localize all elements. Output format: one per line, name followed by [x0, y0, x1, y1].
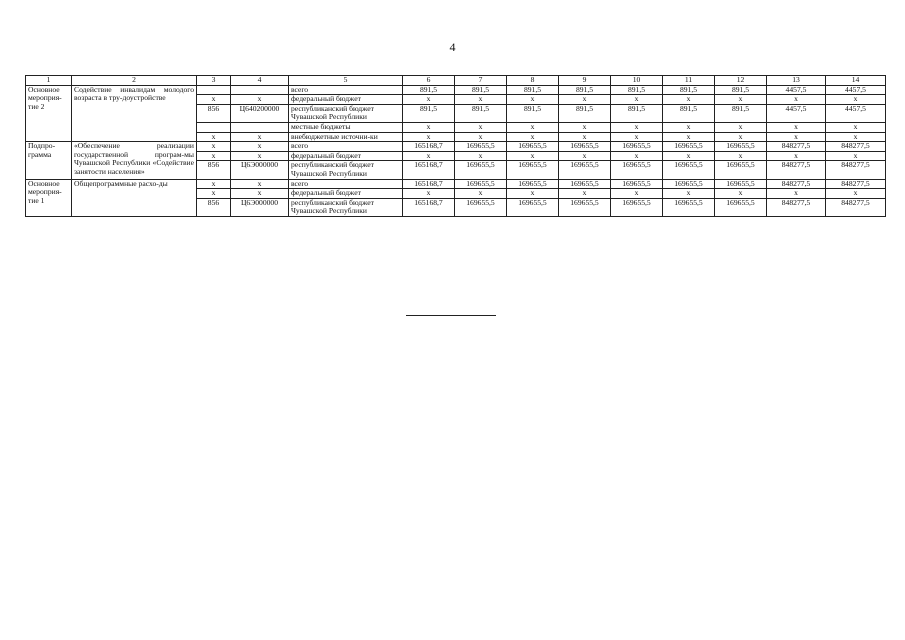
grbs-code: [197, 85, 231, 95]
funding-value: x: [507, 122, 559, 132]
funding-value: x: [455, 122, 507, 132]
funding-value: x: [403, 132, 455, 142]
funding-value: x: [826, 189, 886, 199]
target-article-code: x: [231, 189, 289, 199]
section-category: Подпро-грамма: [26, 142, 72, 179]
funding-source: федеральный бюджет: [289, 95, 403, 105]
funding-value: x: [611, 189, 663, 199]
funding-value: 169655,5: [715, 142, 767, 152]
funding-value: x: [559, 189, 611, 199]
funding-value: 169655,5: [455, 198, 507, 216]
funding-value: 891,5: [507, 104, 559, 122]
target-article-code: [231, 122, 289, 132]
funding-source: федеральный бюджет: [289, 189, 403, 199]
column-header: 7: [455, 76, 507, 86]
funding-value: x: [715, 132, 767, 142]
funding-value: 169655,5: [559, 198, 611, 216]
budget-table: [25, 75, 886, 217]
target-article-code: Ц6Э000000: [231, 198, 289, 216]
grbs-code: 856: [197, 161, 231, 179]
grbs-code: x: [197, 142, 231, 152]
funding-value: 165168,7: [403, 142, 455, 152]
funding-value: x: [559, 122, 611, 132]
funding-value: 848277,5: [826, 142, 886, 152]
funding-value: 4457,5: [826, 85, 886, 95]
target-article-code: Ц6Э000000: [231, 161, 289, 179]
funding-value: x: [663, 132, 715, 142]
funding-value: x: [663, 151, 715, 161]
section-title: Общепрограммные расхо-ды: [72, 179, 197, 216]
funding-value: 169655,5: [663, 179, 715, 189]
target-article-code: x: [231, 132, 289, 142]
grbs-code: [197, 122, 231, 132]
funding-value: 169655,5: [715, 198, 767, 216]
funding-value: 169655,5: [663, 161, 715, 179]
column-header: 1: [26, 76, 72, 86]
funding-value: 891,5: [663, 85, 715, 95]
funding-value: 848277,5: [767, 142, 826, 152]
section-title: Содействие инвалидам молодого возраста в тру-доустройстве: [72, 85, 197, 142]
funding-value: x: [715, 122, 767, 132]
funding-value: 169655,5: [715, 179, 767, 189]
column-header: 14: [826, 76, 886, 86]
column-header: 2: [72, 76, 197, 86]
column-header: 13: [767, 76, 826, 86]
funding-value: 848277,5: [767, 198, 826, 216]
funding-value: x: [826, 122, 886, 132]
funding-source: федеральный бюджет: [289, 151, 403, 161]
funding-value: x: [663, 189, 715, 199]
funding-value: 169655,5: [507, 179, 559, 189]
funding-value: 891,5: [715, 85, 767, 95]
funding-value: 169655,5: [611, 142, 663, 152]
column-header: 3: [197, 76, 231, 86]
funding-value: 848277,5: [826, 198, 886, 216]
funding-value: 169655,5: [507, 142, 559, 152]
column-header: 4: [231, 76, 289, 86]
funding-source: всего: [289, 142, 403, 152]
funding-value: x: [403, 151, 455, 161]
funding-value: 169655,5: [455, 179, 507, 189]
funding-value: x: [663, 95, 715, 105]
column-header: 12: [715, 76, 767, 86]
funding-source: внебюджетные источни-ки: [289, 132, 403, 142]
funding-value: x: [715, 189, 767, 199]
grbs-code: 856: [197, 104, 231, 122]
funding-value: 848277,5: [826, 161, 886, 179]
grbs-code: x: [197, 95, 231, 105]
funding-value: x: [611, 132, 663, 142]
table-row: [26, 179, 886, 189]
funding-value: 165168,7: [403, 198, 455, 216]
funding-source: всего: [289, 85, 403, 95]
funding-value: 169655,5: [455, 161, 507, 179]
funding-value: 891,5: [559, 85, 611, 95]
column-header: 10: [611, 76, 663, 86]
funding-value: 165168,7: [403, 179, 455, 189]
funding-value: x: [663, 122, 715, 132]
grbs-code: x: [197, 179, 231, 189]
funding-value: 169655,5: [611, 161, 663, 179]
target-article-code: x: [231, 151, 289, 161]
funding-value: 891,5: [663, 104, 715, 122]
funding-value: 169655,5: [715, 161, 767, 179]
funding-value: 891,5: [611, 85, 663, 95]
funding-value: 169655,5: [611, 179, 663, 189]
funding-value: 169655,5: [559, 142, 611, 152]
target-article-code: x: [231, 179, 289, 189]
funding-value: x: [767, 189, 826, 199]
funding-value: 891,5: [403, 104, 455, 122]
funding-value: 4457,5: [767, 104, 826, 122]
grbs-code: x: [197, 132, 231, 142]
funding-value: x: [767, 132, 826, 142]
funding-value: x: [611, 95, 663, 105]
funding-value: x: [767, 95, 826, 105]
funding-value: 4457,5: [767, 85, 826, 95]
column-header: 6: [403, 76, 455, 86]
funding-value: 848277,5: [767, 161, 826, 179]
column-header: 9: [559, 76, 611, 86]
funding-source: республиканский бюджет Чувашской Республики: [289, 198, 403, 216]
funding-value: x: [715, 95, 767, 105]
funding-value: x: [455, 151, 507, 161]
funding-value: 169655,5: [507, 198, 559, 216]
funding-value: x: [715, 151, 767, 161]
funding-value: x: [611, 151, 663, 161]
section-category: Основное мероприя-тие 2: [26, 85, 72, 142]
funding-value: x: [507, 151, 559, 161]
grbs-code: x: [197, 151, 231, 161]
funding-value: 169655,5: [663, 198, 715, 216]
funding-value: x: [403, 95, 455, 105]
funding-value: 165168,7: [403, 161, 455, 179]
funding-value: x: [826, 132, 886, 142]
section-category: Основное мероприя-тие 1: [26, 179, 72, 216]
target-article-code: Ц640200000: [231, 104, 289, 122]
table-row: [26, 85, 886, 95]
funding-value: 891,5: [611, 104, 663, 122]
funding-value: x: [767, 122, 826, 132]
funding-source: местные бюджеты: [289, 122, 403, 132]
target-article-code: x: [231, 142, 289, 152]
funding-value: 891,5: [507, 85, 559, 95]
funding-value: 169655,5: [559, 179, 611, 189]
funding-value: x: [559, 151, 611, 161]
page-number: 4: [449, 40, 456, 54]
funding-value: 891,5: [715, 104, 767, 122]
funding-value: 169655,5: [611, 198, 663, 216]
funding-value: 891,5: [559, 104, 611, 122]
funding-value: 169655,5: [455, 142, 507, 152]
grbs-code: x: [197, 189, 231, 199]
funding-value: x: [611, 122, 663, 132]
funding-value: x: [455, 95, 507, 105]
section-title: «Обеспечение реализации государственной програм-мы Чувашской Республики «Содействие занятости населения»: [72, 142, 197, 179]
funding-value: x: [559, 95, 611, 105]
table-body: [26, 76, 886, 217]
funding-value: 848277,5: [826, 179, 886, 189]
target-article-code: [231, 85, 289, 95]
column-header: 8: [507, 76, 559, 86]
funding-value: 848277,5: [767, 179, 826, 189]
funding-value: x: [559, 132, 611, 142]
funding-value: 891,5: [455, 85, 507, 95]
funding-value: 169655,5: [663, 142, 715, 152]
funding-value: x: [507, 95, 559, 105]
funding-value: x: [403, 189, 455, 199]
funding-value: x: [767, 151, 826, 161]
funding-source: республиканский бюджет Чувашской Республики: [289, 104, 403, 122]
funding-source: республиканский бюджет Чувашской Республики: [289, 161, 403, 179]
end-divider: [406, 315, 496, 316]
funding-value: x: [507, 132, 559, 142]
funding-value: x: [826, 95, 886, 105]
funding-value: 169655,5: [507, 161, 559, 179]
funding-value: x: [507, 189, 559, 199]
target-article-code: x: [231, 95, 289, 105]
funding-value: 891,5: [455, 104, 507, 122]
column-header: 11: [663, 76, 715, 86]
funding-value: 891,5: [403, 85, 455, 95]
funding-value: x: [455, 132, 507, 142]
grbs-code: 856: [197, 198, 231, 216]
funding-source: всего: [289, 179, 403, 189]
funding-value: x: [403, 122, 455, 132]
column-number-row: [26, 76, 886, 86]
column-header: 5: [289, 76, 403, 86]
funding-value: x: [455, 189, 507, 199]
funding-value: 169655,5: [559, 161, 611, 179]
funding-value: 4457,5: [826, 104, 886, 122]
funding-value: x: [826, 151, 886, 161]
table-row: [26, 142, 886, 152]
